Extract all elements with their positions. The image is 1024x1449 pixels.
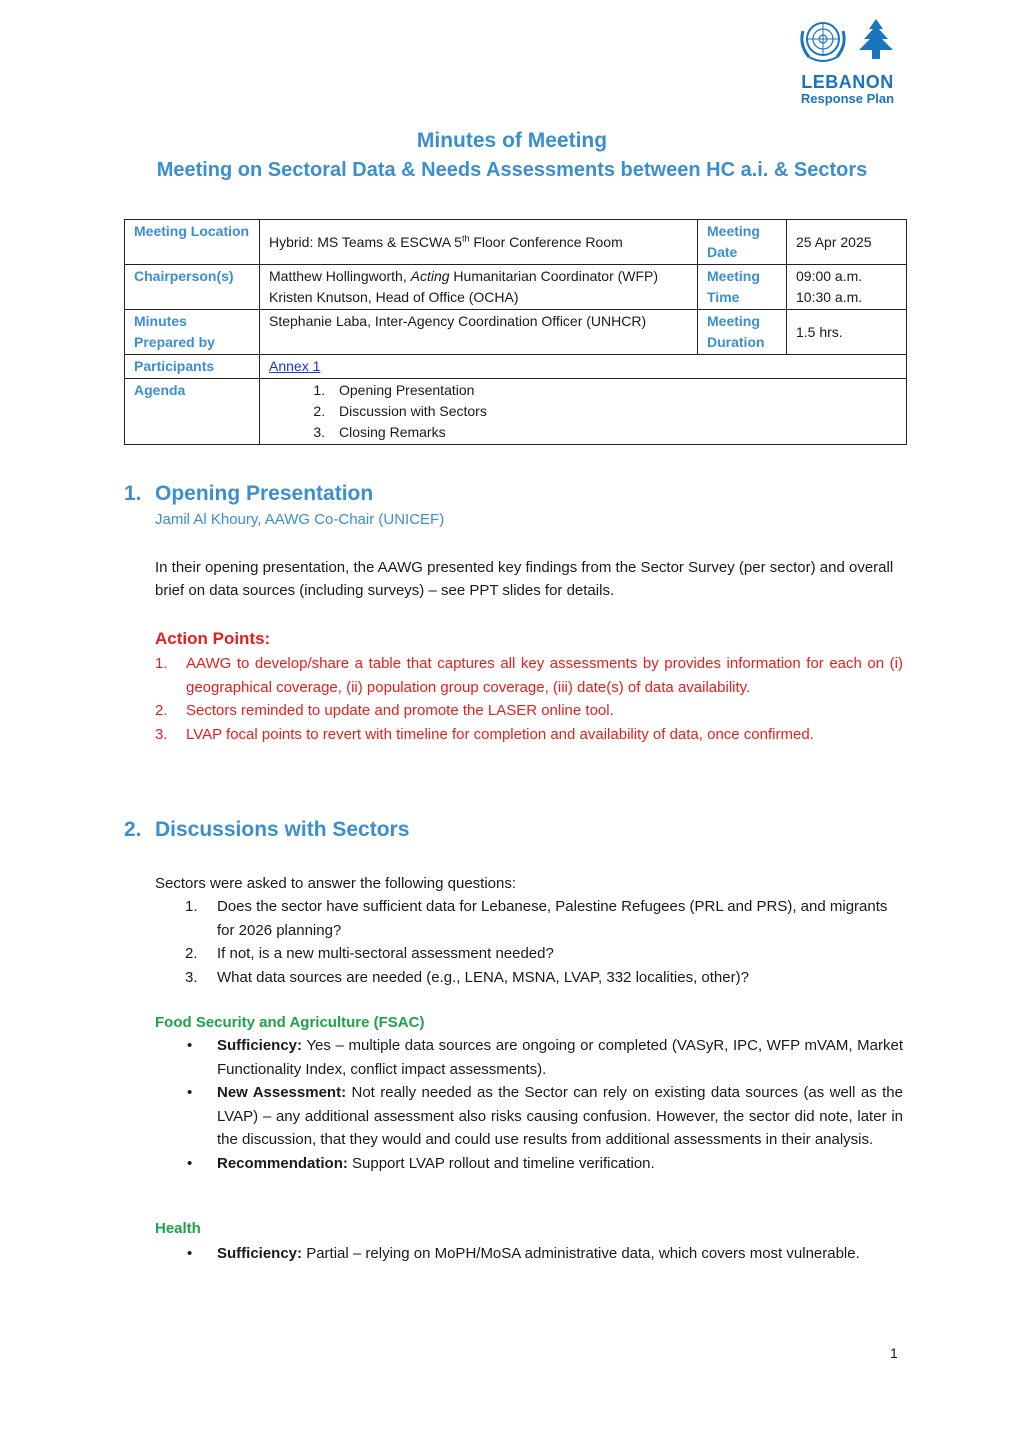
section-2-title: Discussions with Sectors [155,818,410,841]
chair-label: Chairperson(s) [125,265,260,310]
lrp-logo [790,20,905,106]
action-point-text: AAWG to develop/share a table that captures all key assessments by provides information for each on (i) geographical coverage, (ii) population group coverage, (iii) date(s) of data availability. [186,655,903,696]
time-value [787,265,907,310]
table-row [125,265,907,310]
item-text: Support LVAP rollout and timeline verification. [347,1154,655,1172]
meeting-info-table [124,219,907,445]
logo-line1: LEBANON [801,72,894,92]
list-number: 1. [155,655,168,672]
location-value-rest: Floor Conference Room [469,233,623,250]
list-number: 3. [155,725,168,743]
item-label: New Assessment: [217,1084,347,1101]
section-2-heading [124,814,409,846]
chair-name-1: Matthew Hollingworth, [269,268,411,284]
question-text: If not, is a new multi-sectoral assessment needed? [217,945,554,962]
annex-link[interactable]: Annex 1 [269,358,321,374]
agenda-item: 3. Closing Remarks [329,422,897,443]
list-item [185,1034,903,1081]
table-row [125,379,907,445]
date-value: 25 Apr 2025 [787,220,907,265]
list-item [185,1152,903,1176]
questions-list [185,895,903,989]
table-row [125,310,907,355]
action-point [155,652,903,699]
location-value-main: Hybrid: MS Teams & ESCWA 5 [269,233,462,250]
bullet-icon: • [187,1084,193,1101]
list-number: 2. [155,702,168,719]
list-item [185,1242,903,1266]
time-start: 09:00 a.m. [796,268,863,284]
chair-acting: Acting [410,268,450,284]
logo-line2: Response Plan [800,91,895,106]
section-2-number: 2. [124,818,142,841]
health-heading: Health [155,1220,201,1237]
item-text: Yes – multiple data sources are ongoing or completed (VASyR, IPC, WFP mVAM, Market Functionality Index, conflict impact assessments). [217,1037,903,1078]
section-1-paragraph: In their opening presentation, the AAWG presented key findings from the Sector Survey (per sector) and overall brief on data sources (including surveys) – see PPT slides for details. [155,559,894,599]
document-title: Minutes of Meeting [416,129,608,152]
table-row [125,220,907,265]
chair-role-1: Humanitarian Coordinator (WFP) [449,268,659,284]
participants-value [260,355,907,379]
section-2-intro: Sectors were asked to answer the following questions: [155,875,517,892]
time-label: Meeting Time [698,265,787,310]
date-label: Meeting Date [698,220,787,265]
question-text: Does the sector have sufficient data for Lebanese, Palestine Refugees (PRL and PRS), and migrants for 2026 planning? [217,898,888,939]
participants-label: Participants [125,355,260,379]
item-label: Recommendation: [217,1154,348,1172]
action-points-list [155,652,903,746]
agenda-item: 1. Opening Presentation [329,380,897,401]
chair-line-2: Kristen Knutson, Head of Office (OCHA) [269,289,519,305]
duration-value: 1.5 hrs. [787,310,907,355]
list-number: 2. [185,945,198,962]
item-text: Not really needed as the Sector can rely on existing data sources (as well as the LVAP) – any additional assessment also risks causing confusion. However, the sector did note, later in the discussion, that they would and could use results from additional assessments in their analysis. [217,1084,903,1148]
agenda-label: Agenda [125,379,260,445]
minutes-value: Stephanie Laba, Inter-Agency Coordination Officer (UNHCR) [260,310,698,355]
agenda-value [260,379,907,445]
location-label: Meeting Location [125,220,260,265]
question-item [185,895,903,942]
table-row [125,355,907,379]
bullet-icon: • [187,1245,193,1262]
question-text: What data sources are needed (e.g., LENA, MSNA, LVAP, 332 localities, other)? [217,968,749,986]
section-1-title: Opening Presentation [155,482,374,505]
list-number: 3. [185,968,198,986]
location-sup: th [461,232,470,243]
un-emblem-icon [797,17,849,73]
item-text: Partial – relying on MoPH/MoSA administrative data, which covers most vulnerable. [302,1245,860,1262]
action-point-text: Sectors reminded to update and promote the LASER online tool. [186,702,614,719]
section-1-number: 1. [124,482,142,505]
question-item [185,966,903,990]
section-1-presenter: Jamil Al Khoury, AAWG Co-Chair (UNICEF) [155,511,445,528]
cedar-tree-icon [853,17,899,73]
location-value [260,220,698,265]
section-1-heading [124,478,373,510]
bullet-icon: • [187,1037,193,1054]
action-point [155,699,903,723]
action-point-text: LVAP focal points to revert with timeline for completion and availability of data, once confirmed. [186,725,814,743]
duration-label: Meeting Duration [698,310,787,355]
list-item [185,1081,903,1152]
chair-line-1 [269,266,688,287]
health-list [185,1242,903,1266]
question-item [185,942,903,966]
item-label: Sufficiency: [217,1037,303,1054]
action-points-title: Action Points: [155,629,271,648]
item-label: Sufficiency: [217,1245,303,1262]
document-subtitle: Meeting on Sectoral Data & Needs Assessments between HC a.i. & Sectors [156,159,868,181]
bullet-icon: • [187,1154,193,1172]
list-number: 1. [185,898,198,915]
agenda-item: 2. Discussion with Sectors [329,401,897,422]
page-number: 1 [890,1345,898,1361]
chair-value [260,265,698,310]
action-point [155,723,903,747]
fsac-heading: Food Security and Agriculture (FSAC) [155,1014,425,1031]
time-end: 10:30 a.m. [796,289,863,305]
agenda-list [269,380,897,443]
minutes-label: Minutes Prepared by [125,310,260,355]
fsac-list [185,1034,903,1175]
